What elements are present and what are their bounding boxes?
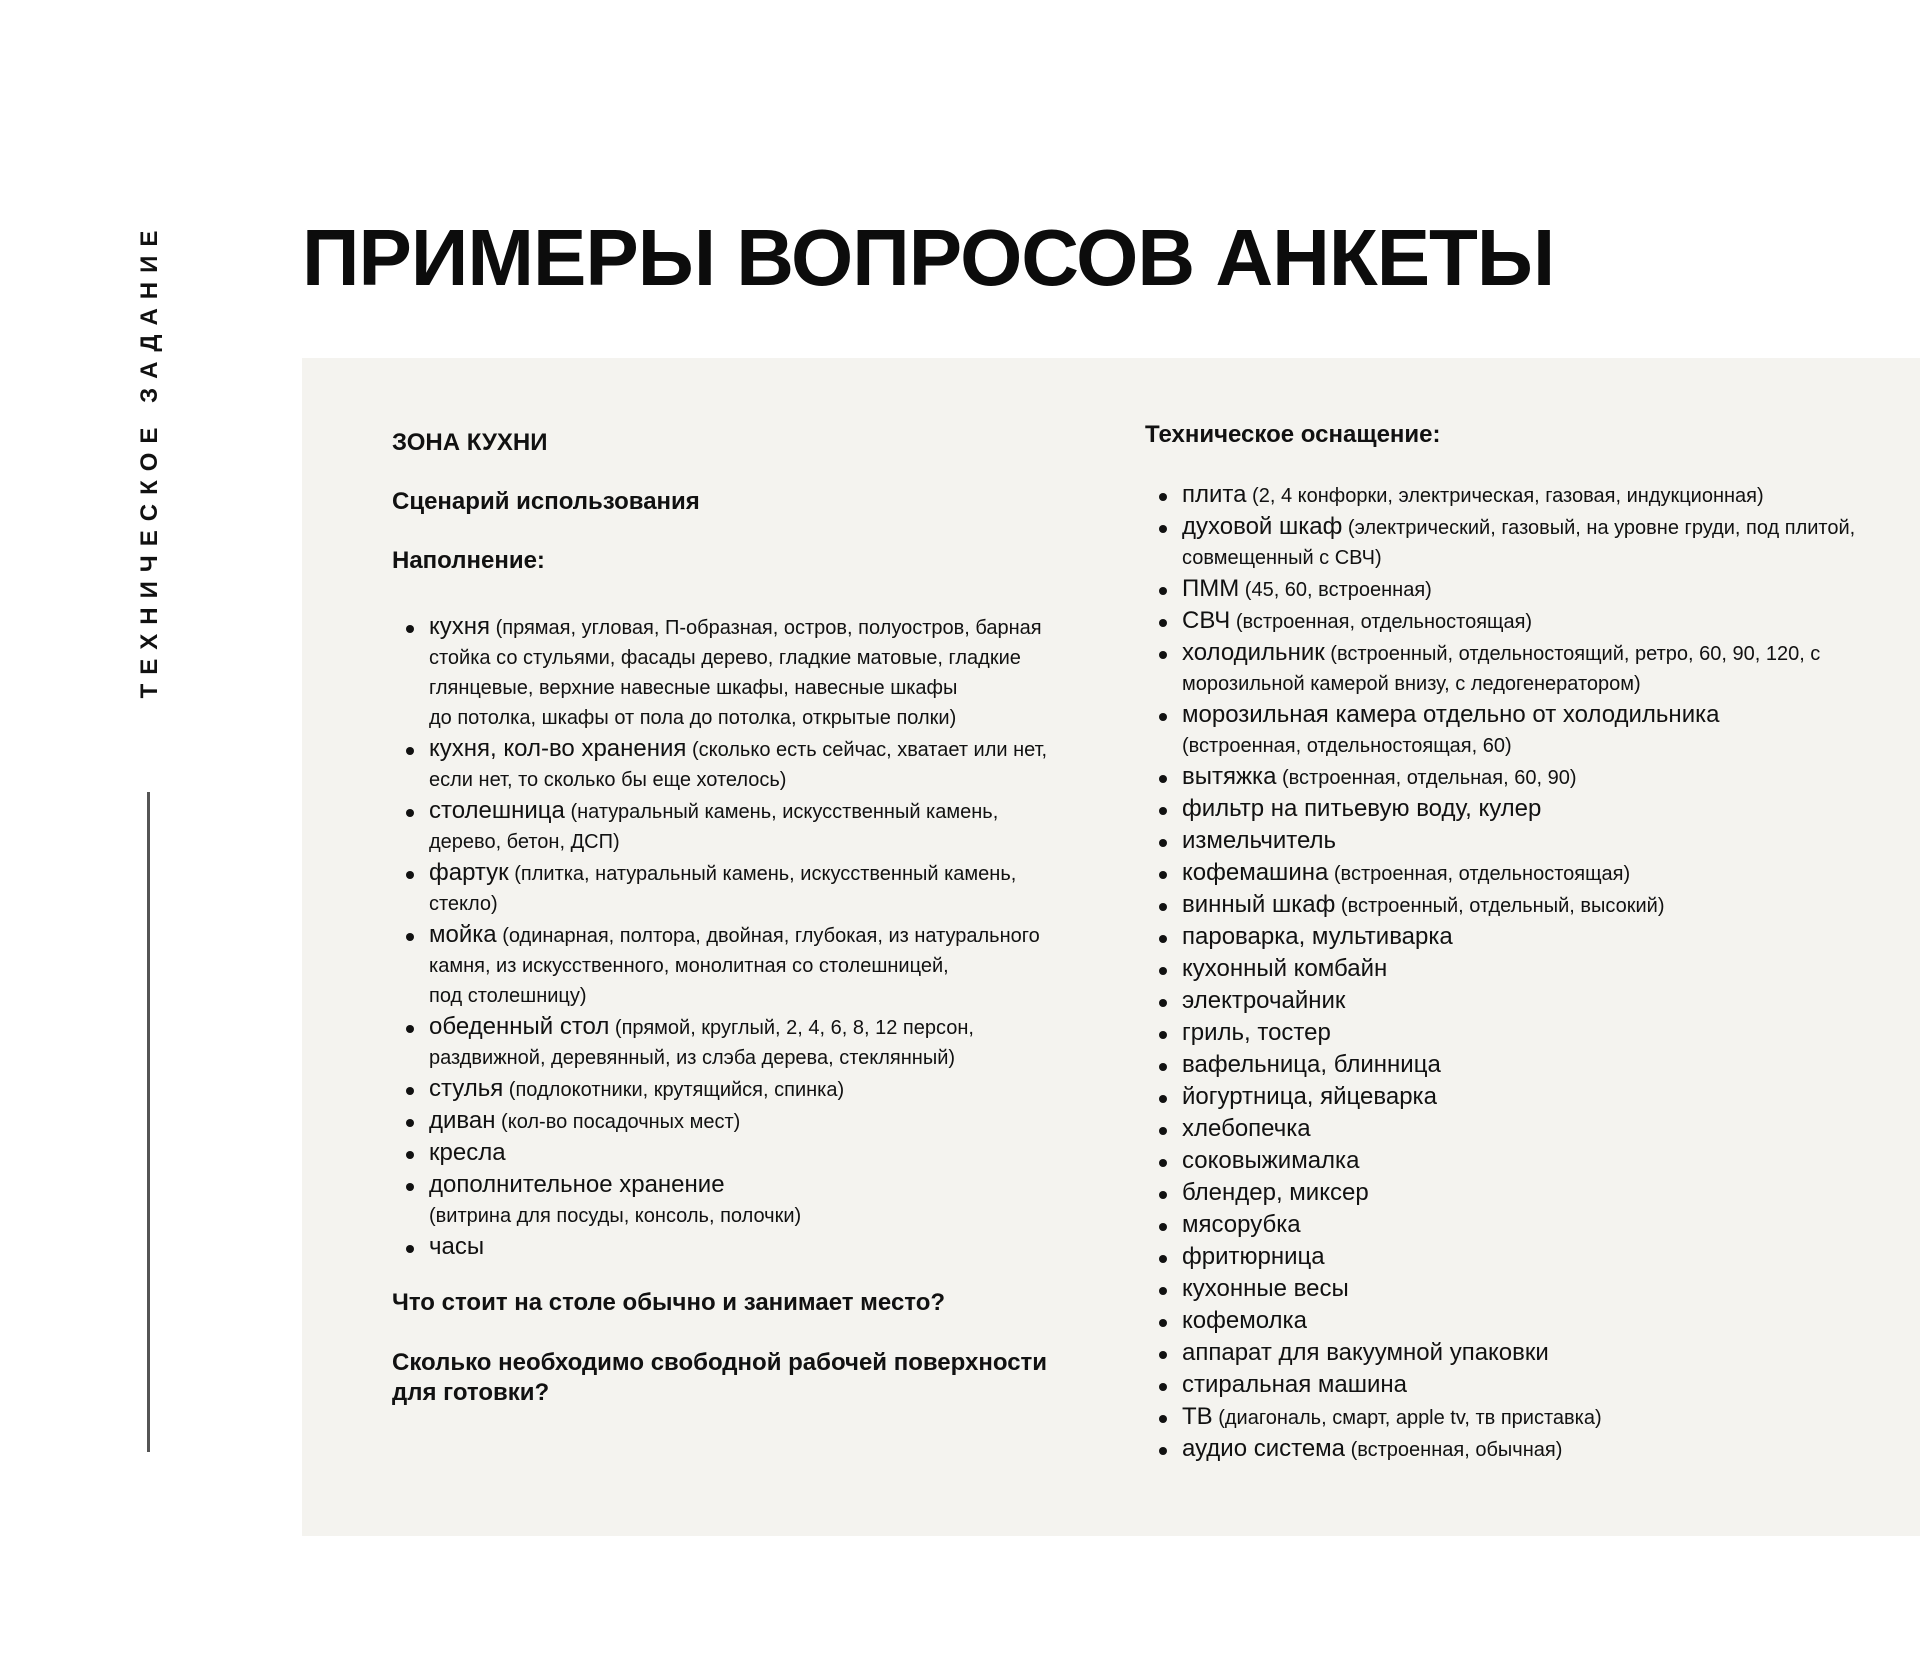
equipment-item [1145,1018,1865,1050]
filling-item-name: часы [429,1233,485,1260]
kitchen-zone-column [392,428,1072,1408]
question-work-surface: Сколько необходимо свободной рабочей поверхности для готовки? [392,1349,1048,1406]
equipment-item-name: плита [1182,481,1247,508]
filling-item [392,858,1072,920]
questionnaire-panel [302,358,1920,1536]
equipment-item [1145,574,1865,606]
equipment-item [1145,986,1865,1018]
filling-item [392,920,1072,1012]
filling-item [392,1170,1072,1232]
equipment-item [1145,922,1865,954]
equipment-item-name: измельчитель [1182,827,1337,854]
equipment-item [1145,1306,1865,1338]
side-section-label: ТЕХНИЧЕСКОЕ ЗАДАНИЕ [136,221,163,699]
filling-item [392,796,1072,858]
equipment-item [1145,1402,1865,1434]
equipment-item [1145,794,1865,826]
equipment-item [1145,1370,1865,1402]
equipment-item-detail: (2, 4 конфорки, электрическая, газовая, индукционная) [1246,485,1764,507]
equipment-item [1145,1274,1865,1306]
equipment-item [1145,858,1865,890]
equipment-item [1145,512,1865,574]
equipment-item-detail: (встроенная, обычная) [1345,1439,1563,1461]
equipment-item [1145,954,1865,986]
filling-item [392,1232,1072,1264]
equipment-item [1145,826,1865,858]
equipment-item [1145,606,1865,638]
equipment-item [1145,1050,1865,1082]
scenario-heading: Сценарий использования [392,488,700,515]
equipment-item-name: ПММ [1182,575,1240,602]
equipment-item-name: кухонные весы [1182,1275,1349,1302]
filling-item-name: фартук [429,859,509,886]
equipment-item-name: йогуртница, яйцеварка [1182,1083,1437,1110]
equipment-item-name: духовой шкаф [1182,513,1343,540]
equipment-item [1145,1210,1865,1242]
filling-item-name: столешница [429,797,565,824]
equipment-item [1145,1434,1865,1466]
filling-item-detail: (кол-во посадочных мест) [495,1111,741,1133]
equipment-item [1145,1338,1865,1370]
equipment-item [1145,762,1865,794]
filling-item-detail: (прямая, угловая, П-образная, остров, полуостров, барная стойка со стульями, фасады дерево, гладкие матовые, гладкие глянцевые, верхние навесные шкафы, навесные шкафы до потолка, шкафы от пола до потолка, открытые полки) [429,617,1042,729]
equipment-item-name: стиральная машина [1182,1371,1407,1398]
equipment-item [1145,1146,1865,1178]
filling-item-name: диван [429,1107,496,1134]
filling-item-detail: (плитка, натуральный камень, искусственный камень, стекло) [429,863,1017,915]
filling-item-name: кресла [429,1139,506,1166]
filling-item-name: обеденный стол [429,1013,610,1040]
equipment-item [1145,1114,1865,1146]
equipment-item-name: морозильная камера отдельно от холодильника [1182,701,1720,728]
equipment-item-detail: (электрический, газовый, на уровне груди, под плитой, совмещенный с СВЧ) [1182,517,1856,569]
equipment-item-name: блендер, миксер [1182,1179,1369,1206]
equipment-item-name: мясорубка [1182,1211,1301,1238]
equipment-item-name: кофемашина [1182,859,1329,886]
filling-item [392,1106,1072,1138]
equipment-item-detail: (встроенный, отдельный, высокий) [1335,895,1665,917]
equipment-item [1145,1082,1865,1114]
filling-item-detail: (витрина для посуды, консоль, полочки) [429,1205,802,1227]
equipment-item-name: кухонный комбайн [1182,955,1388,982]
equipment-item-name: вафельница, блинница [1182,1051,1441,1078]
page-title: ПРИМЕРЫ ВОПРОСОВ АНКЕТЫ [302,213,1555,302]
equipment-item-name: фильтр на питьевую воду, кулер [1182,795,1542,822]
equipment-item-name: кофемолка [1182,1307,1307,1334]
equipment-item-name: СВЧ [1182,607,1231,634]
filling-list [392,612,1072,1264]
filling-item-name: мойка [429,921,497,948]
filling-item-detail: (натуральный камень, искусственный камень, дерево, бетон, ДСП) [429,801,999,853]
equipment-item [1145,700,1865,762]
filling-item [392,1074,1072,1106]
zone-title: ЗОНА КУХНИ [392,429,548,456]
equipment-item-detail: (встроенная, отдельностоящая, 60) [1182,735,1512,757]
filling-item-name: кухня [429,613,491,640]
side-divider-line [147,792,150,1452]
equipment-item-name: аппарат для вакуумной упаковки [1182,1339,1549,1366]
equipment-item-name: аудио система [1182,1435,1346,1462]
filling-item [392,1012,1072,1074]
filling-item-detail: (подлокотники, крутящийся, спинка) [503,1079,845,1101]
filling-item [392,1138,1072,1170]
question-table-items: Что стоит на столе обычно и занимает место? [392,1289,946,1316]
equipment-item-detail: (встроенная, отдельностоящая) [1328,863,1631,885]
filling-heading: Наполнение: [392,547,545,574]
filling-item-detail: (одинарная, полтора, двойная, глубокая, из натурального камня, из искусственного, монолитная со столешницей, под столешницу) [429,925,1040,1007]
filling-item [392,612,1072,734]
filling-item-name: стулья [429,1075,504,1102]
equipment-item-detail: (45, 60, встроенная) [1239,579,1432,601]
equipment-item-name: электрочайник [1182,987,1346,1014]
equipment-item [1145,890,1865,922]
equipment-item-name: холодильник [1182,639,1325,666]
equipment-item [1145,480,1865,512]
equipment-column [1145,421,1865,1466]
equipment-item-detail: (встроенная, отдельная, 60, 90) [1276,767,1577,789]
equipment-list [1145,480,1865,1466]
filling-item [392,734,1072,796]
equipment-item-name: гриль, тостер [1182,1019,1331,1046]
equipment-item-name: пароварка, мультиварка [1182,923,1453,950]
equipment-item-detail: (встроенная, отдельностоящая) [1230,611,1533,633]
equipment-item-detail: (встроенный, отдельностоящий, ретро, 60, 90, 120, с морозильной камерой внизу, с ледогенератором) [1182,643,1821,695]
equipment-item-name: хлебопечка [1182,1115,1311,1142]
equipment-heading: Техническое оснащение: [1145,421,1441,448]
equipment-item-name: ТВ [1182,1403,1213,1430]
equipment-item-name: винный шкаф [1182,891,1336,918]
equipment-item [1145,638,1865,700]
filling-item-name: кухня, кол-во хранения [429,735,687,762]
equipment-item-name: вытяжка [1182,763,1277,790]
equipment-item-detail: (диагональ, смарт, apple tv, тв приставка) [1212,1407,1602,1429]
equipment-item [1145,1178,1865,1210]
filling-item-detail: (сколько есть сейчас, хватает или нет, если нет, то сколько бы еще хотелось) [429,739,1048,791]
equipment-item-name: соковыжималка [1182,1147,1360,1174]
equipment-item [1145,1242,1865,1274]
filling-item-detail: (прямой, круглый, 2, 4, 6, 8, 12 персон, раздвижной, деревянный, из слэба дерева, стеклянный) [429,1017,974,1069]
equipment-item-name: фритюрница [1182,1243,1325,1270]
filling-item-name: дополнительное хранение [429,1171,725,1198]
